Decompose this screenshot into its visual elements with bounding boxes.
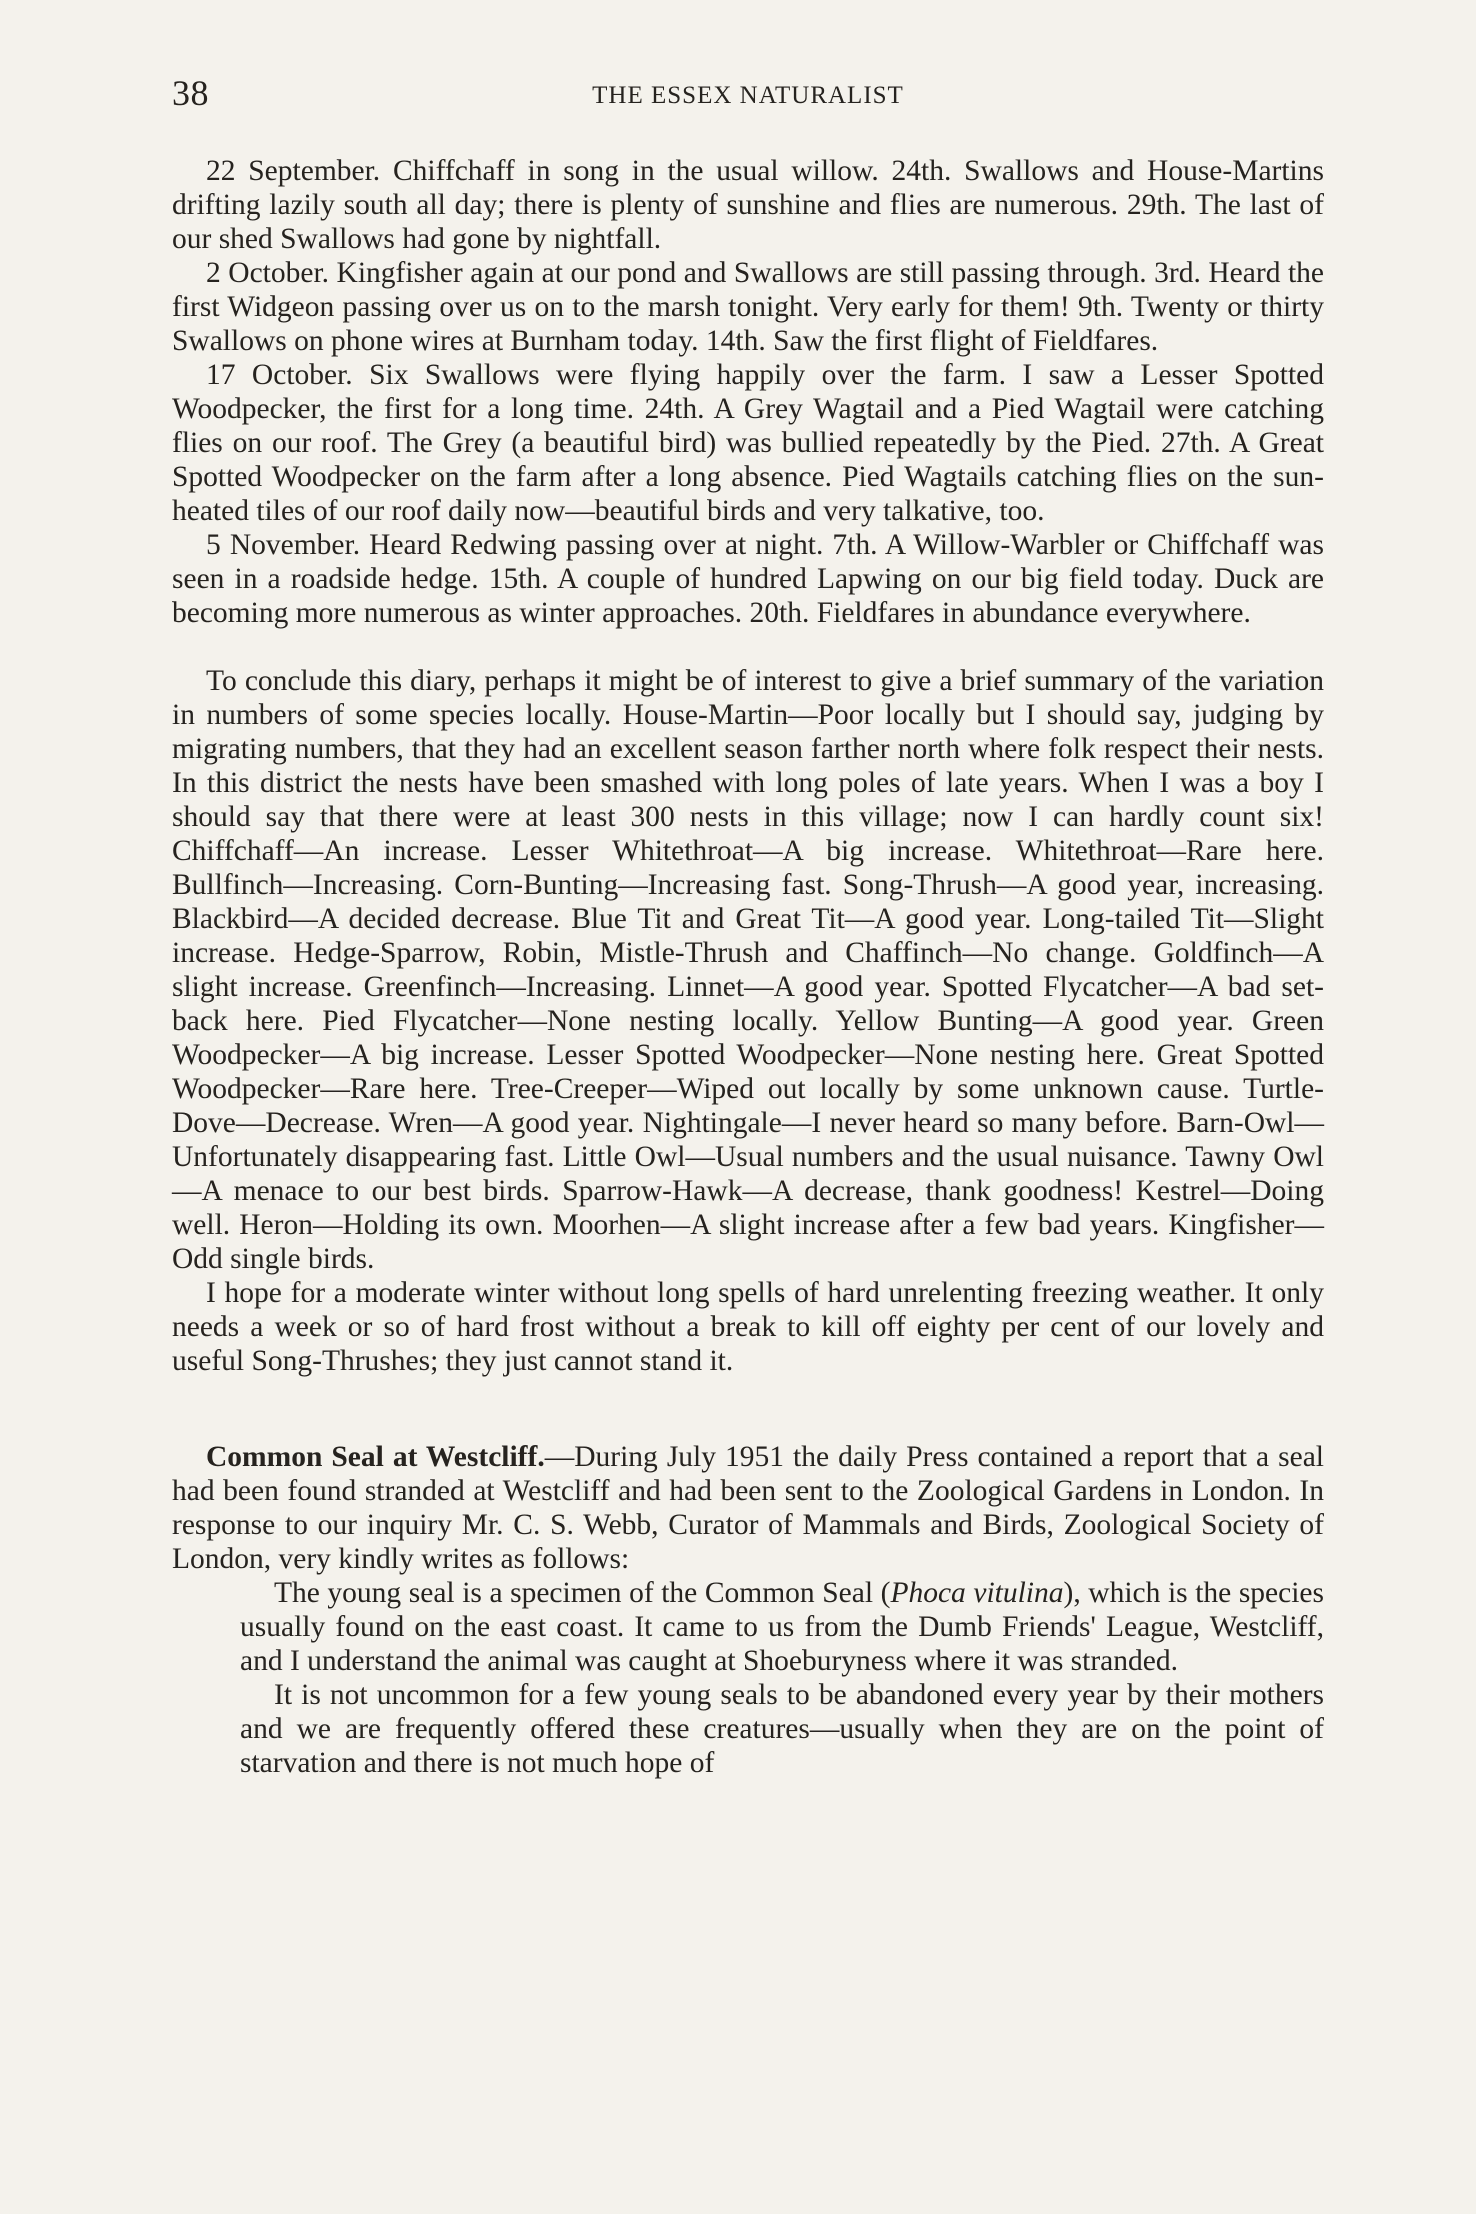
page-header xyxy=(172,72,1324,132)
diary-section xyxy=(172,154,1324,630)
diary-entry-november: 5 November. Heard Redwing passing over at night. 7th. A Willow-Warbler or Chiffchaff was seen in a roadside hedge. 15th. A couple of hundred Lapwing on our big field today. Duck are becoming more numerous as winter approaches. 20th. Fieldfares in abundance everywhere. xyxy=(172,529,1324,629)
note-title: Common Seal at Westcliff. xyxy=(206,1441,545,1473)
quote1-after: ), which is the species usually found on the east coast. It came to us from the Dumb Friends' League, Westcliff, and I understand the animal was caught at Shoeburyness where it was stranded. xyxy=(240,1577,1325,1677)
page xyxy=(172,72,1324,2192)
diary-entry-september: 22 September. Chiffchaff in song in the usual willow. 24th. Swallows and House-Martins drifting lazily south all day; there is plenty of sunshine and flies are numerous. 29th. The last of our shed Swallows had gone by nightfall. xyxy=(172,155,1324,255)
species-summary-section xyxy=(172,664,1324,1378)
quote1-before: The young seal is a specimen of the Common Seal ( xyxy=(274,1577,891,1609)
letter-quote-paragraph-2: It is not uncommon for a few young seals to be abandoned every year by their mothers and we are frequently offered these creatures—usually when they are on the point of starvation and there is not much hope of xyxy=(240,1679,1324,1779)
diary-entry-october-late: 17 October. Six Swallows were flying happily over the farm. I saw a Lesser Spotted Woodpecker, the first for a long time. 24th. A Grey Wagtail and a Pied Wagtail were catching flies on our roof. The Grey (a beautiful bird) was bullied repeatedly by the Pied. 27th. A Great Spotted Woodpecker on the farm after a long absence. Pied Wagtails catching flies on the sun-heated tiles of our roof daily now—beautiful birds and very talkative, too. xyxy=(172,359,1324,527)
note-intro-text: —During July 1951 the daily Press contained a report that a seal had been found stranded at Westcliff and had been sent to the Zoological Gardens in London. In response to our inquiry Mr. C. S. Webb, Curator of Mammals and Birds, Zoological Society of London, very kindly writes as follows: xyxy=(172,1441,1324,1575)
species-summary-paragraph: To conclude this diary, perhaps it might be of interest to give a brief summary of the variation in numbers of some species locally. House-Martin—Poor locally but I should say, judging by migrating numbers, that they had an excellent season farther north where folk respect their nests. In this district the nests have been smashed with long poles of late years. When I was a boy I should say that there were at least 300 nests in this village; now I can hardly count six! Chiffchaff—An increase. Lesser Whitethroat—A big increase. Whitethroat—Rare here. Bullfinch—Increasing. Corn-Bunting—Increasing fast. Song-Thrush—A good year, increasing. Blackbird—A decided decrease. Blue Tit and Great Tit—A good year. Long-tailed Tit—Slight increase. Hedge-Sparrow, Robin, Mistle-Thrush and Chaffinch—No change. Goldfinch—A slight increase. Greenfinch—Increasing. Linnet—A good year. Spotted Flycatcher—A bad set-back here. Pied Flycatcher—None nesting locally. Yellow Bunting—A good year. Green Woodpecker—A big increase. Lesser Spotted Woodpecker—None nesting here. Great Spotted Woodpecker—Rare here. Tree-Creeper—Wiped out locally by some unknown cause. Turtle-Dove—Decrease. Wren—A good year. Nightingale—I never heard so many before. Barn-Owl—Unfortunately disappearing fast. Little Owl—Usual numbers and the usual nuisance. Tawny Owl—A menace to our best birds. Sparrow-Hawk—A decrease, thank goodness! Kestrel—Doing well. Heron—Holding its own. Moorhen—A slight increase after a few bad years. Kingfisher—Odd single birds. xyxy=(172,665,1324,1275)
letter-quote-paragraph-1 xyxy=(240,1576,1324,1678)
common-seal-note xyxy=(172,1440,1324,1780)
page-number: 38 xyxy=(172,73,209,113)
note-intro-paragraph xyxy=(172,1440,1324,1576)
running-title: THE ESSEX NATURALIST xyxy=(592,82,904,109)
species-latin-name: Phoca vitulina xyxy=(890,1577,1064,1609)
winter-hope-paragraph: I hope for a moderate winter without long spells of hard unrelenting freezing weather. It only needs a week or so of hard frost without a break to kill off eighty per cent of our lovely and useful Song-Thrushes; they just cannot stand it. xyxy=(172,1277,1324,1377)
diary-entry-october-early: 2 October. Kingfisher again at our pond and Swallows are still passing through. 3rd. Heard the first Widgeon passing over us on to the marsh tonight. Very early for them! 9th. Twenty or thirty Swallows on phone wires at Burnham today. 14th. Saw the first flight of Fieldfares. xyxy=(172,257,1324,357)
